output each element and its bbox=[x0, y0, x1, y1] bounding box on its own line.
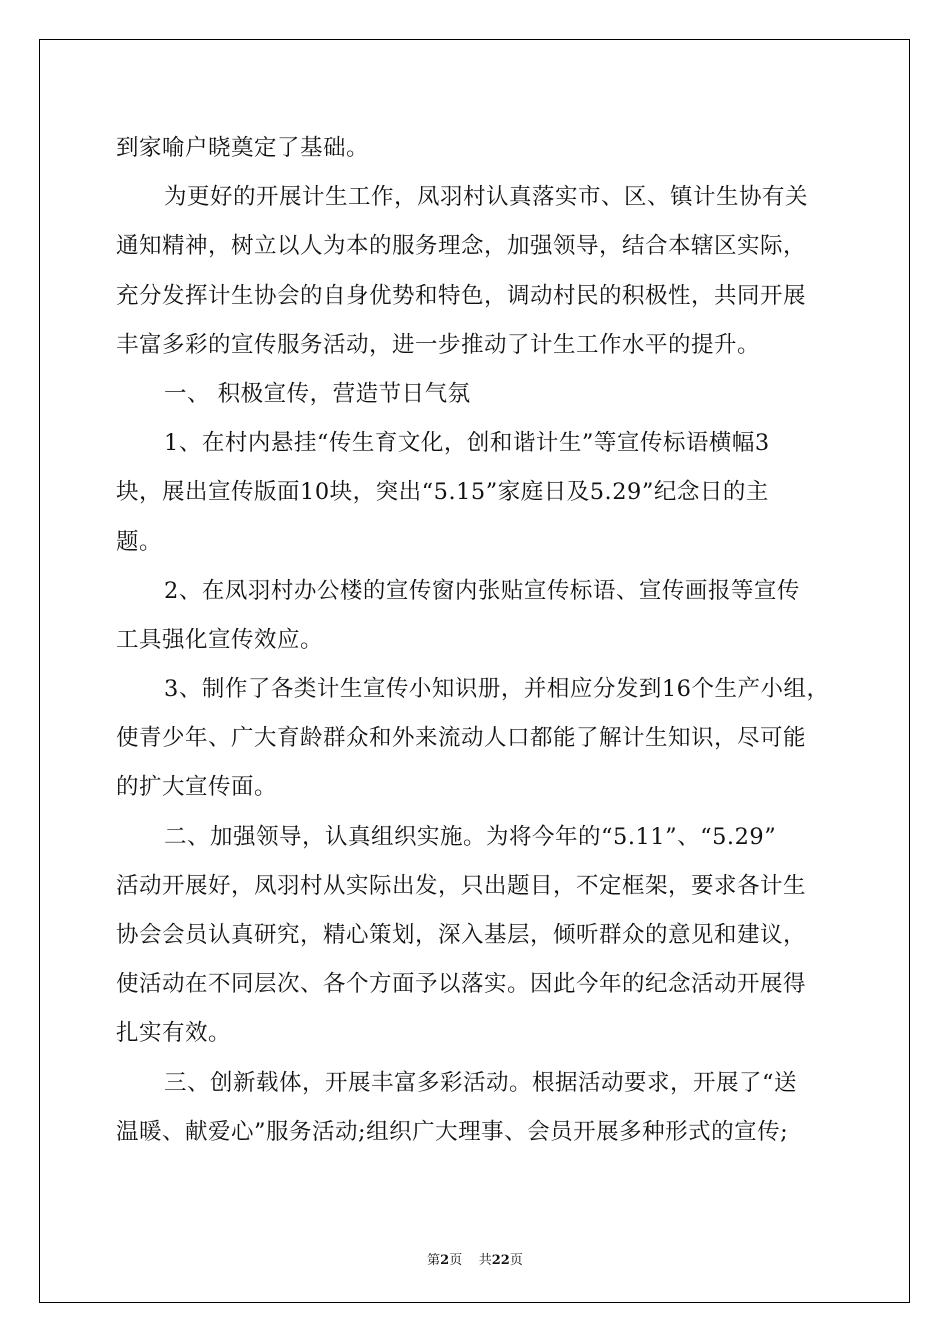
page-footer bbox=[0, 1249, 950, 1268]
section-heading: 二、加强领导，认真组织实施。为将今年的“5.11”、“5.29” bbox=[164, 823, 777, 850]
page-suffix: 页 bbox=[449, 1253, 463, 1268]
text-line: 充分发挥计生协会的自身优势和特色，调动村民的积极性，共同开展 bbox=[116, 282, 807, 309]
text-line: 工具强化宣传效应。 bbox=[116, 626, 324, 653]
text-line: 温暖、献爱心”服务活动;组织广大理事、会员开展多种形式的宣传; bbox=[116, 1118, 789, 1145]
total-prefix: 共 bbox=[478, 1253, 492, 1268]
text-line: 块，展出宣传版面10块，突出“5.15”家庭日及5.29”纪念日的主 bbox=[116, 479, 769, 506]
text-line: 到家喻户晓奠定了基础。 bbox=[116, 135, 370, 161]
text-line: 活动开展好，凤羽村从实际出发，只出题目，不定框架，要求各计生 bbox=[116, 872, 807, 899]
section-heading: 三、创新载体，开展丰富多彩活动。根据活动要求，开展了“送 bbox=[164, 1069, 798, 1096]
text-line: 协会会员认真研究，精心策划，深入基层，倾听群众的意见和建议， bbox=[116, 922, 807, 948]
text-line: 通知精神，树立以人为本的服务理念，加强领导，结合本辖区实际， bbox=[116, 233, 807, 260]
document-body bbox=[116, 124, 836, 1157]
text-line: 扎实有效。 bbox=[116, 1020, 232, 1047]
text-line: 3、制作了各类计生宣传小知识册，并相应分发到16个生产小组， bbox=[164, 676, 830, 703]
text-line: 的扩大宣传面。 bbox=[116, 774, 278, 801]
text-line: 题。 bbox=[116, 528, 163, 555]
text-line: 使活动在不同层次、各个方面予以落实。因此今年的纪念活动开展得 bbox=[116, 971, 807, 998]
text-line: 使青少年、广大育龄群众和外来流动人口都能了解计生知识，尽可能 bbox=[116, 725, 807, 752]
text-line: 丰富多彩的宣传服务活动，进一步推动了计生工作水平的提升。 bbox=[116, 331, 761, 358]
total-suffix: 页 bbox=[509, 1253, 523, 1268]
page-number: 2 bbox=[440, 1253, 450, 1268]
section-heading: 一、 积极宣传，营造节日气氛 bbox=[164, 380, 471, 407]
page-prefix: 第 bbox=[427, 1253, 441, 1268]
text-line: 2、在凤羽村办公楼的宣传窗内张贴宣传标语、宣传画报等宣传 bbox=[164, 577, 800, 604]
total-pages: 22 bbox=[491, 1253, 510, 1268]
text-line: 为更好的开展计生工作，凤羽村认真落实市、区、镇计生协有关 bbox=[164, 184, 809, 211]
text-line: 1、在村内悬挂“传生育文化，创和谐计生”等宣传标语横幅3 bbox=[164, 430, 770, 457]
